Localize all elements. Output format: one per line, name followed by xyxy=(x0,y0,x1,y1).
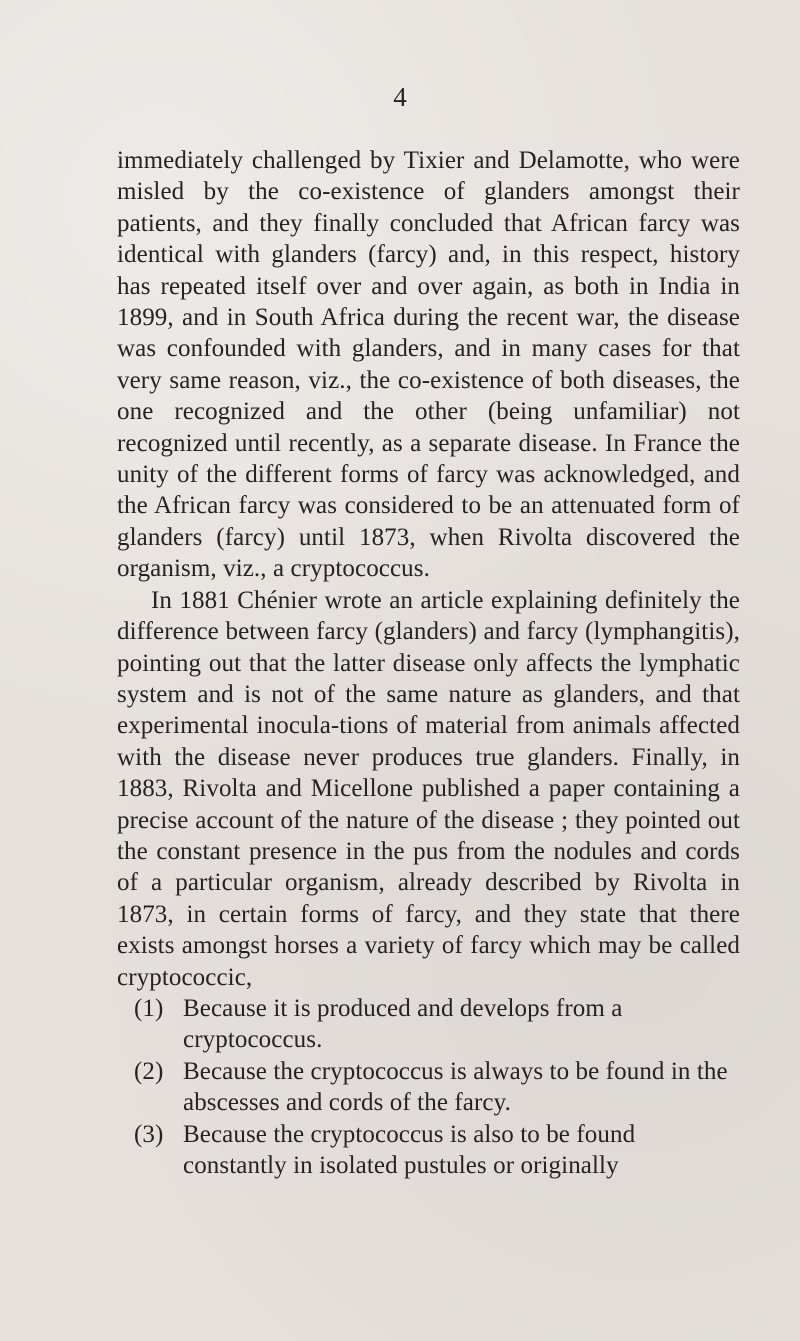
paragraph-2: In 1881 Chénier wrote an article explaining definitely the difference between farcy (glanders) and farcy (lymphangitis), pointing out that the latter disease only affects the lymphatic system and is not of the same nature as glanders, and that experimental inocula-tions of material from animals affected with the disease never produces true glanders. Finally, in 1883, Rivolta and Micellone published a paper containing a precise account of the nature of the disease ; they pointed out the constant presence in the pus from the nodules and cords of a particular organism, already described by Rivolta in 1873, in certain forms of farcy, and they state that there exists amongst horses a variety of farcy which may be called cryptococcic, xyxy=(117,586,740,991)
list-item-text: Because the cryptococcus is also to be found constantly in isolated pustules or originally xyxy=(183,1120,636,1179)
page-number: 4 xyxy=(393,82,407,112)
list-item xyxy=(117,1056,740,1119)
paragraph-1: immediately challenged by Tixier and Delamotte, who were misled by the co-existence of glanders amongst their patients, and they finally concluded that African farcy was identical with glanders (farcy) and, in this respect, history has repeated itself over and over again, as both in India in 1899, and in South Africa during the recent war, the disease was confounded with glanders, and in many cases for that very same reason, viz., the co-existence of both diseases, the one recognized and the other (being unfamiliar) not recognized until recently, as a separate disease. In France the unity of the different forms of farcy was acknowledged, and the African farcy was considered to be an attenuated form of glanders (farcy) until 1873, when Rivolta discovered the organism, viz., a cryptococcus. xyxy=(117,147,740,583)
list-item-number: (2) xyxy=(134,1057,164,1085)
list-item-number: (1) xyxy=(134,994,164,1022)
list-item xyxy=(117,1119,740,1182)
list-item-text: Because it is produced and develops from a cryptococcus. xyxy=(183,994,623,1054)
list-item-text: Because the cryptococcus is always to be found in the abscesses and cords of the farcy. xyxy=(183,1057,728,1117)
reasons-list xyxy=(117,993,740,1181)
list-item-number: (3) xyxy=(134,1120,164,1148)
body-text xyxy=(117,145,740,1181)
list-item xyxy=(117,993,740,1056)
